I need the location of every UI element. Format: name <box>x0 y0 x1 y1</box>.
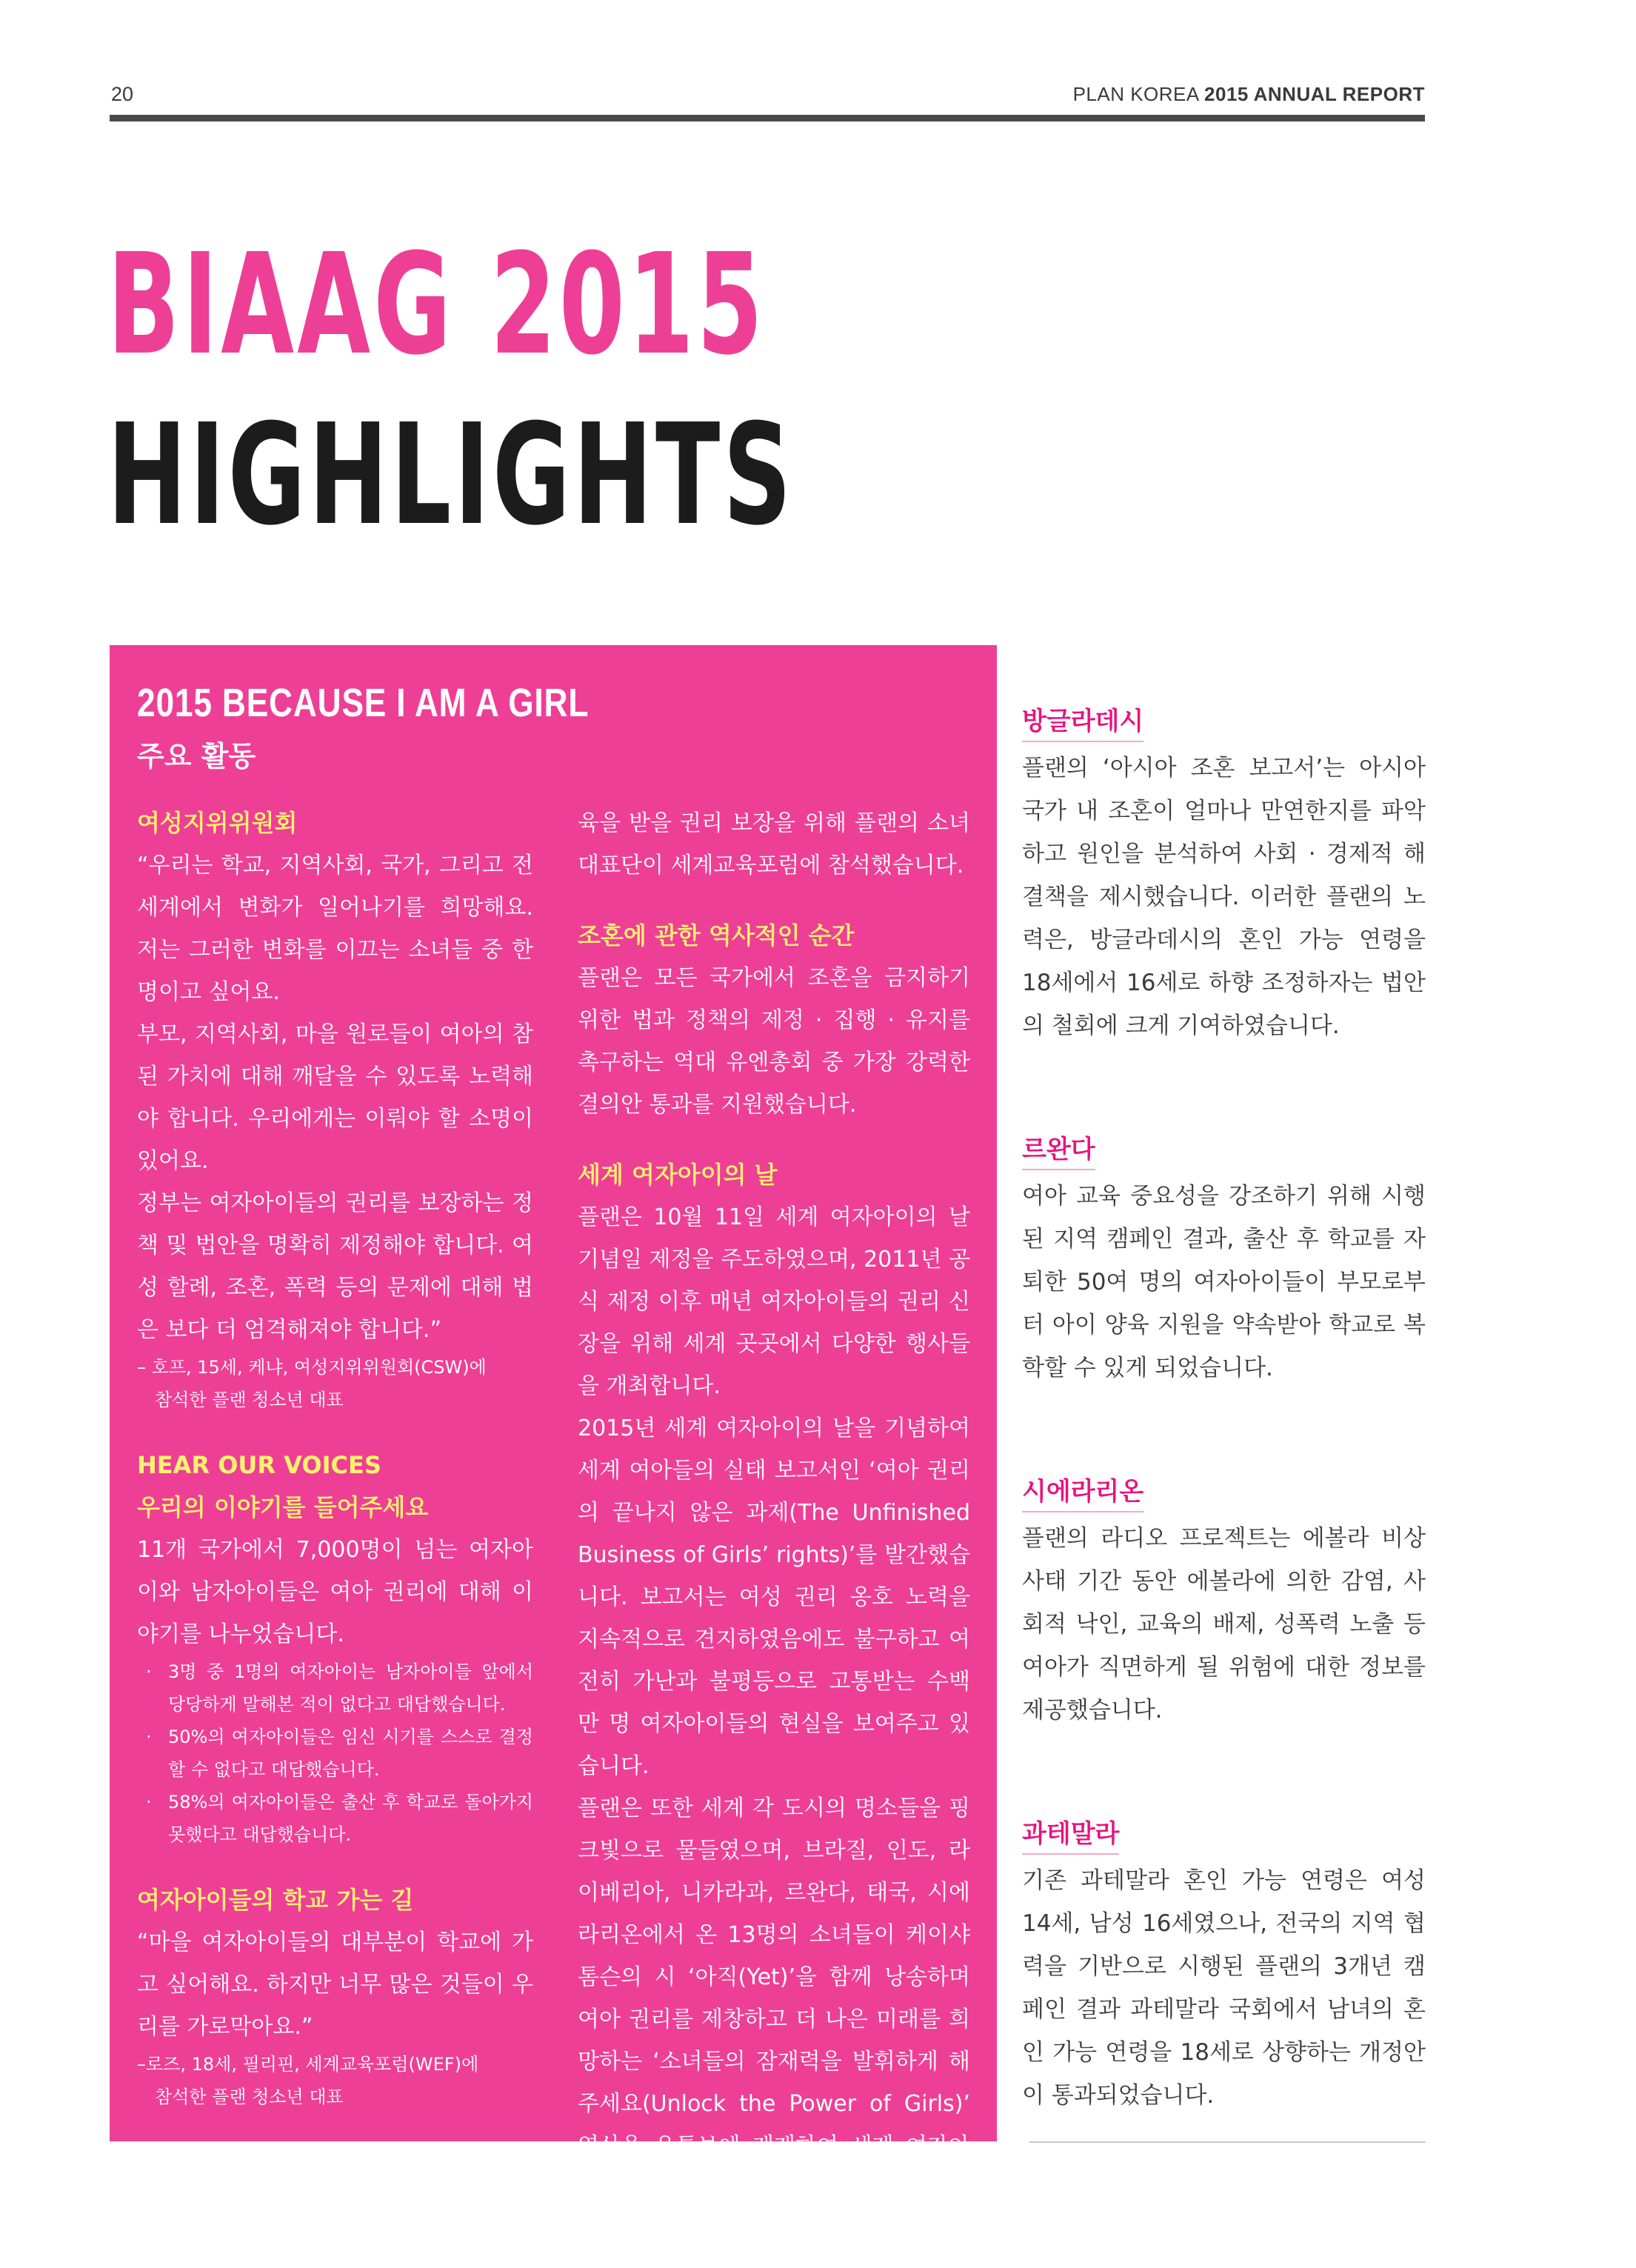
section-title-hear-our-voices-ko: 우리의 이야기를 들어주세요 <box>137 1493 429 1521</box>
csw-attribution-line-2: 참석한 플랜 청소년 대표 <box>155 1390 344 1410</box>
voices-bullet: · 3명 중 1명의 여자아이는 남자아이들 앞에서 당당하게 말해본 적이 없다고 대답했습니다. <box>137 1655 533 1721</box>
country-paragraph-sierra-leone: 플랜의 라디오 프로젝트는 에볼라 비상사태 기간 동안 에볼라에 의한 감염, 사회적 낙인, 교육의 배제, 성폭력 노출 등 여아가 직면하게 될 위험에 대한 정보를 제공했습니다. <box>1022 1525 1426 1724</box>
csw-paragraph-2: 부모, 지역사회, 마을 원로들이 여아의 참된 가치에 대해 깨달을 수 있도록 노력해야 합니다. 우리에게는 이뤄야 할 소명이 있어요. <box>137 1021 533 1174</box>
csw-paragraph-3: 정부는 여자아이들의 권리를 보장하는 정책 및 법안을 명확히 제정해야 합니다. 여성 할례, 조혼, 폭력 등의 문제에 대해 법은 보다 더 엄격해져야 합니다.” <box>137 1190 533 1343</box>
school-attribution-line-2: 참석한 플랜 청소년 대표 <box>155 2087 344 2107</box>
section-title-day-of-the-girl: 세계 여자아이의 날 <box>578 1161 778 1189</box>
country-heading-guatemala: 과테말라 <box>1022 1816 1119 1855</box>
section-title-child-marriage: 조혼에 관한 역사적인 순간 <box>578 921 855 950</box>
child-marriage-paragraph: 플랜은 모든 국가에서 조혼을 금지하기 위한 법과 정책의 제정 · 집행 · 유지를 촉구하는 역대 유엔총회 중 가장 강력한 결의안 통과를 지원했습니다. <box>578 965 970 1118</box>
country-heading-bangladesh: 방글라데시 <box>1022 704 1143 742</box>
box-left-column <box>137 802 533 2268</box>
school-paragraph-continued: 육을 받을 권리 보장을 위해 플랜의 소녀 대표단이 세계교육포럼에 참석했습니다. <box>578 810 970 878</box>
csw-quote: “우리는 학교, 지역사회, 국가, 그리고 전 세계에서 변화가 일어나기를 희망해요. 저는 그러한 변화를 이끄는 소녀들 중 한 명이고 싶어요. <box>137 853 533 1005</box>
country-highlights-column <box>1022 701 1426 2117</box>
box-heading: 2015 BECAUSE I AM A GIRL <box>137 681 590 725</box>
day-of-girl-paragraph-3: 플랜은 또한 세계 각 도시의 명소들을 핑크빛으로 물들였으며, 브라질, 인도, 라이베리아, 니카라과, 르완다, 태국, 시에라리온에서 온 13명의 소녀들이 케이샤 톰슨의 시 ‘아직(Yet)’을 함께 낭송하며 여아 권리를 제창하고 더 나은 미래를 희망하는 ‘소녀들의 잠재력을 발휘하게 해주세요(Unlock the Power of Girls)’ 영상을 유튜브에 게재하여 세계 여자아이의 날을 기념했습니다. <box>578 1795 970 2201</box>
report-title <box>1073 83 1425 106</box>
box-subheading: 주요 활동 <box>137 740 256 773</box>
section-title-road-to-school: 여자아이들의 학교 가는 길 <box>137 1886 414 1914</box>
country-paragraph-bangladesh: 플랜의 ‘아시아 조혼 보고서’는 아시아 국가 내 조혼이 얼마나 만연한지를 파악하고 원인을 분석하여 사회 · 경제적 해결책을 제시했습니다. 이러한 플랜의 노력은, 방글라데시의 혼인 가능 연령을 18세에서 16세로 하향 조정하자는 법안의 철회에 크게 기여하였습니다. <box>1022 755 1426 1039</box>
title-line-1: BIAAG 2015 <box>107 224 766 386</box>
page-number: 20 <box>111 83 134 105</box>
country-heading-sierra-leone: 시에라리온 <box>1022 1474 1143 1512</box>
section-title-csw: 여성지위위원회 <box>137 809 298 837</box>
day-of-girl-paragraph-1: 플랜은 10월 11일 세계 여자아이의 날 기념일 제정을 주도하였으며, 2011년 공식 제정 이후 매년 여자아이들의 권리 신장을 위해 세계 곳곳에서 다양한 행사들을 개최합니다. <box>578 1204 970 1399</box>
country-paragraph-rwanda: 여아 교육 중요성을 강조하기 위해 시행된 지역 캠페인 결과, 출산 후 학교를 자퇴한 50여 명의 여자아이들이 부모로부터 아이 양육 지원을 약속받아 학교로 복학할 수 있게 되었습니다. <box>1022 1183 1426 1381</box>
header-rule <box>110 115 1425 121</box>
section-title-hear-our-voices: HEAR OUR VOICES <box>137 1451 381 1479</box>
title-line-2: HIGHLIGHTS <box>107 394 795 556</box>
voices-paragraph: 11개 국가에서 7,000명이 넘는 여자아이와 남자아이들은 여아 권리에 대해 이야기를 나누었습니다. <box>137 1537 533 1647</box>
csw-attribution-line-1: – 호프, 15세, 케냐, 여성지위위원회(CSW)에 <box>137 1357 487 1378</box>
country-heading-rwanda: 르완다 <box>1022 1132 1095 1170</box>
day-of-girl-paragraph-2: 2015년 세계 여자아이의 날을 기념하여 세계 여아들의 실태 보고서인 ‘여아 권리의 끝나지 않은 과제(The Unfinished Business of Girls’ rights)’를 발간했습니다. 보고서는 여성 권리 옹호 노력을 지속적으로 견지하였음에도 불구하고 여전히 가난과 불평등으로 고통받는 수백만 명 여자아이들의 현실을 보여주고 있습니다. <box>578 1415 970 1779</box>
voices-bullet: · 58%의 여자아이들은 출산 후 학교로 돌아가지 못했다고 대답했습니다. <box>137 1786 533 1851</box>
report-brand: PLAN KOREA <box>1072 83 1205 105</box>
bottom-rule <box>1029 2141 1426 2143</box>
report-year: 2015 ANNUAL REPORT <box>1204 83 1425 105</box>
voices-bullet: · 50%의 여자아이들은 임신 시기를 스스로 결정할 수 없다고 대답했습니다. <box>137 1721 533 1786</box>
school-attribution-line-1: –로즈, 18세, 필리핀, 세계교육포럼(WEF)에 <box>137 2054 479 2075</box>
school-paragraph-2: 지속가능발전목표(SDGs)의 하위 목표 중 하나인 여자아이들이 안전하게 양질의 교 <box>137 2149 533 2260</box>
box-middle-column <box>578 802 970 2209</box>
country-paragraph-guatemala: 기존 과테말라 혼인 가능 연령은 여성 14세, 남성 16세였으나, 전국의 지역 협력을 기반으로 시행된 플랜의 3개년 캠페인 결과 과테말라 국회에서 남녀의 혼인 가능 연령을 18세로 상향하는 개정안이 통과되었습니다. <box>1022 1867 1426 2109</box>
school-quote: “마을 여자아이들의 대부분이 학교에 가고 싶어해요. 하지만 너무 많은 것들이 우리를 가로막아요.” <box>137 1930 533 2040</box>
